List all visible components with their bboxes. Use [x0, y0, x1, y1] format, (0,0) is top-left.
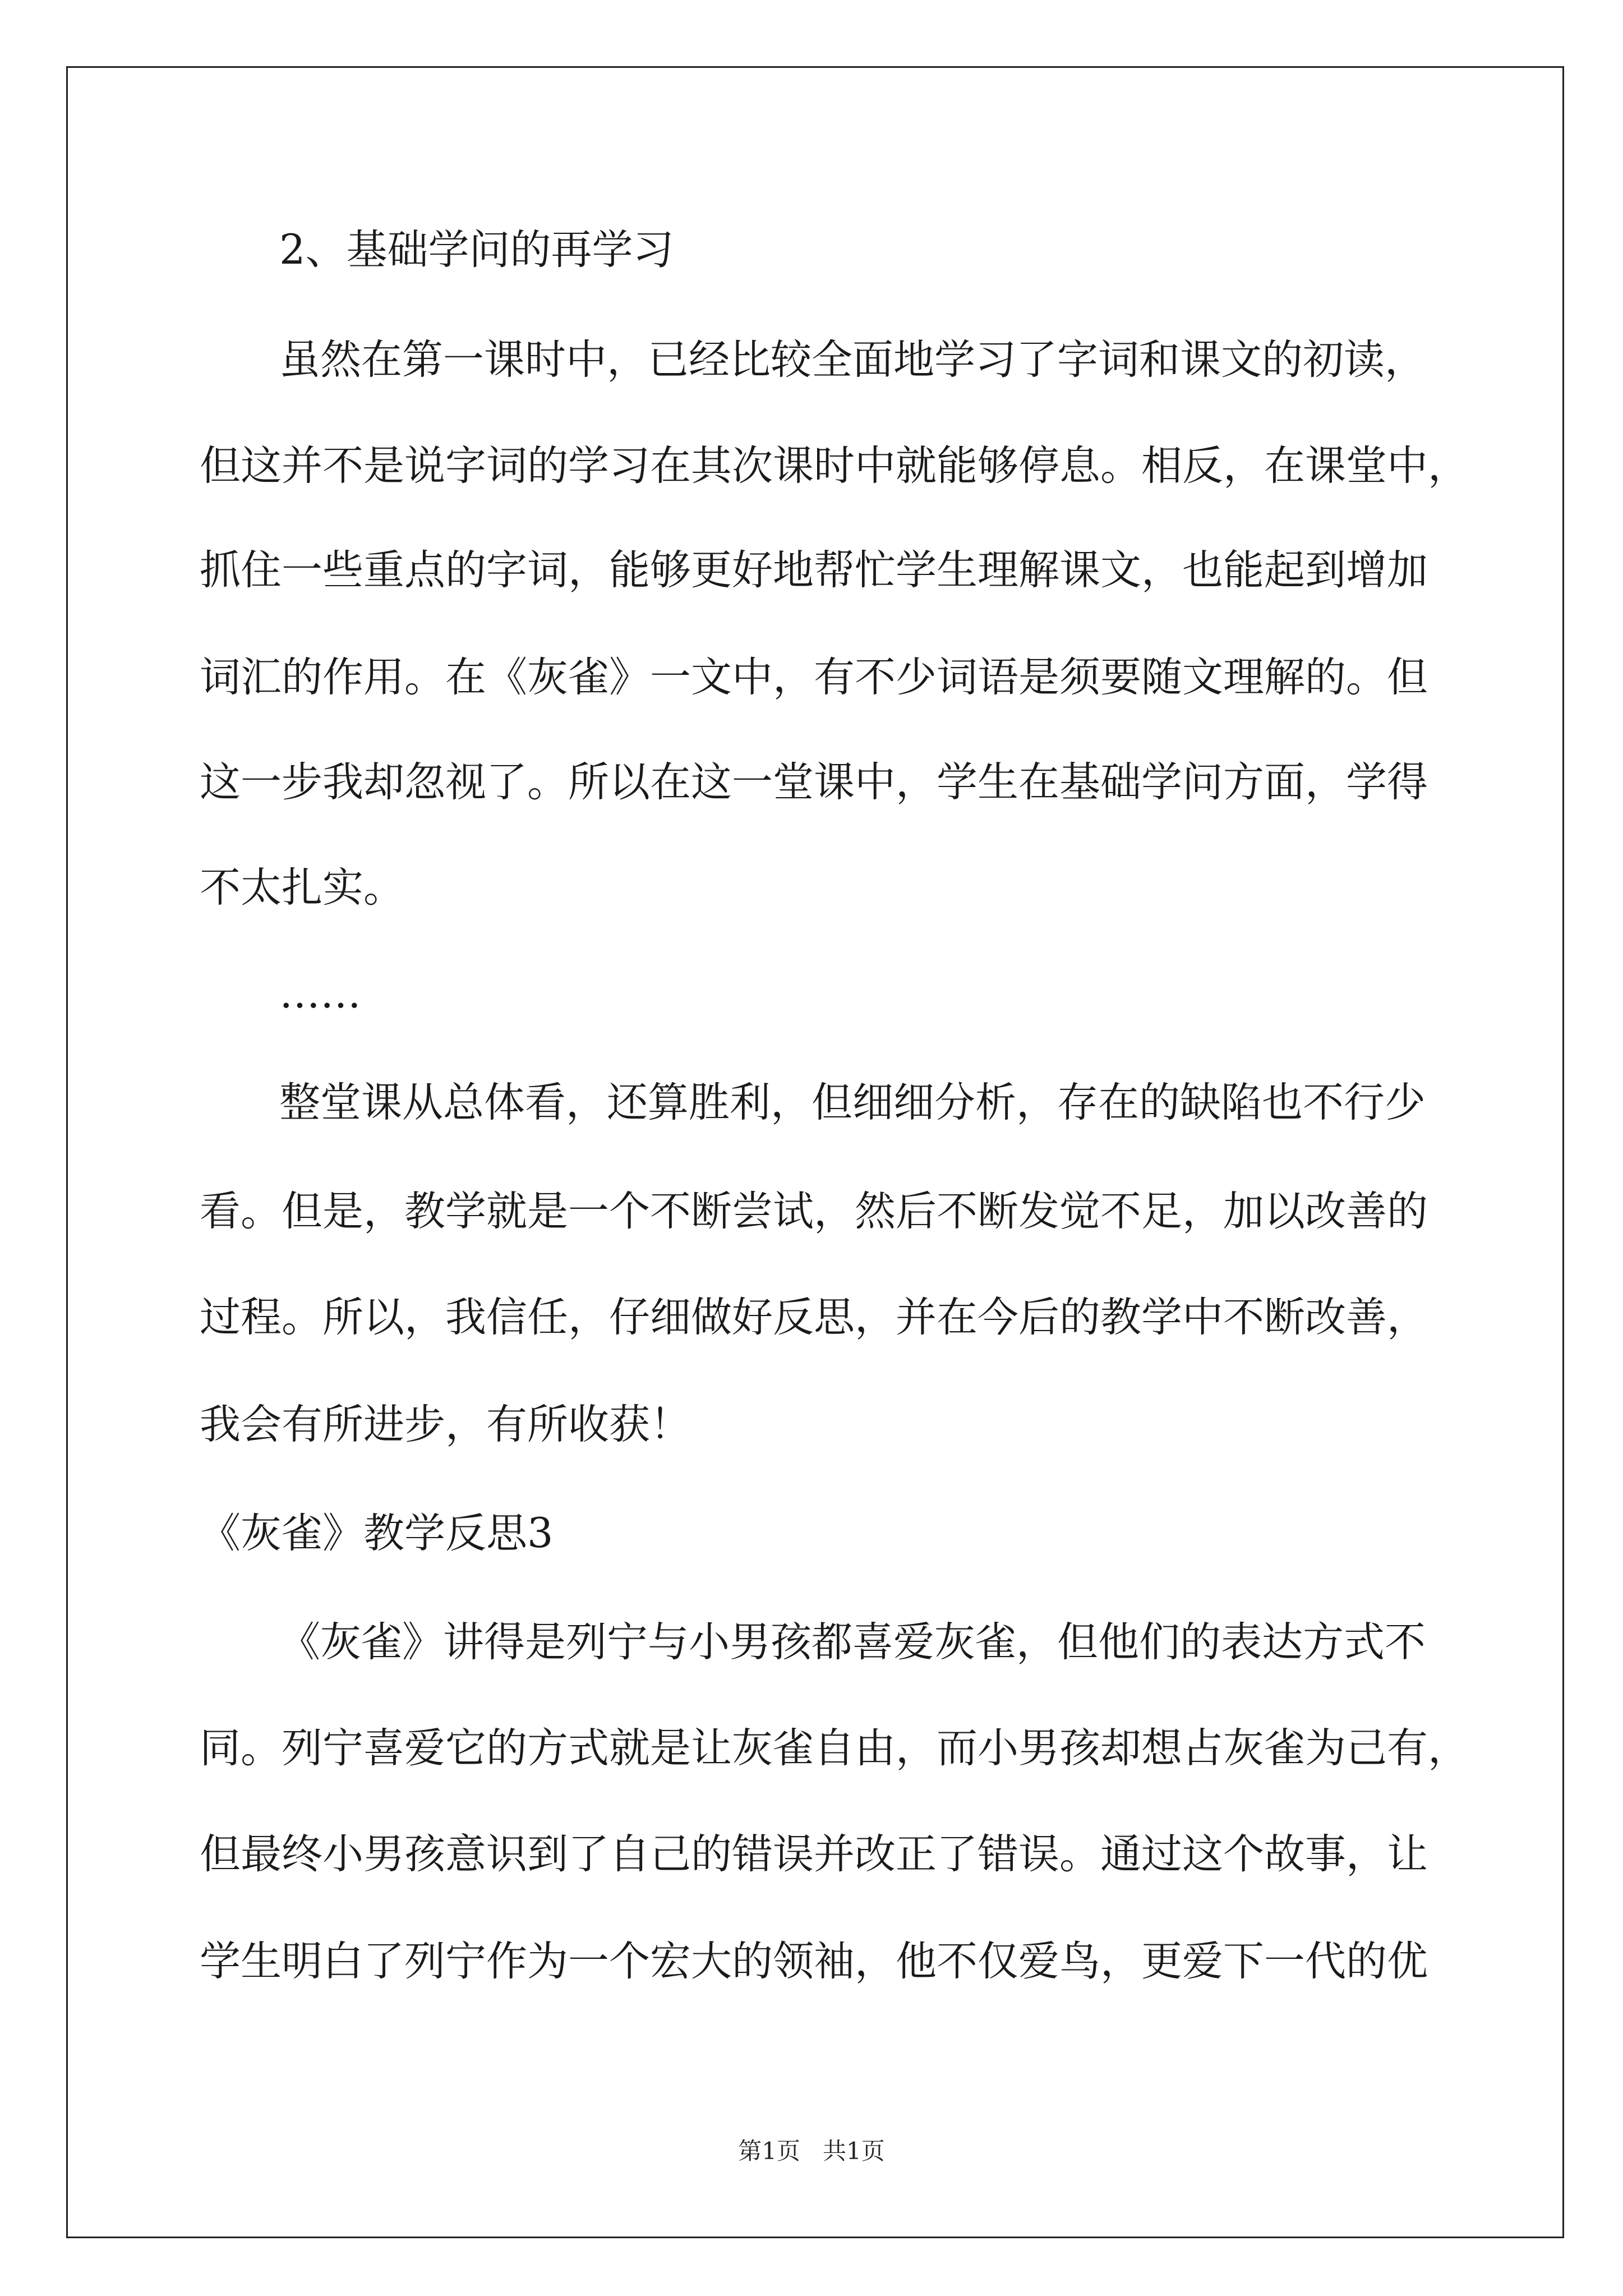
paragraph-line: 但最终小男孩意识到了自己的错误并改正了错误。通过这个故事，让 [200, 1830, 1428, 1878]
paragraph-line: 但这并不是说字词的学习在其次课时中就能够停息。相反，在课堂中， [200, 442, 1469, 490]
paragraph-line: 我会有所进步，有所收获！ [200, 1401, 691, 1448]
page-border [66, 66, 1564, 2238]
paragraph-line: 虽然在第一课时中，已经比较全面地学习了字词和课文的初读， [279, 336, 1426, 384]
paragraph-line: 整堂课从总体看，还算胜利，但细细分析，存在的缺陷也不行少 [279, 1079, 1426, 1126]
paragraph-line: 抓住一些重点的字词，能够更好地帮忙学生理解课文，也能起到增加 [200, 546, 1428, 594]
ellipsis-line: …… [279, 970, 361, 1018]
paragraph-line: 不太扎实。 [200, 864, 404, 912]
paragraph-line: 过程。所以，我信任，仔细做好反思，并在今后的教学中不断改善， [200, 1294, 1428, 1341]
paragraph-line: 词汇的作用。在《灰雀》一文中，有不少词语是须要随文理解的。但 [200, 654, 1428, 701]
page-footer [0, 2134, 1623, 2168]
page-number-current: 第1页 [738, 2137, 800, 2165]
paragraph-line: 学生明白了列宁作为一个宏大的领袖，他不仅爱鸟，更爱下一代的优 [200, 1938, 1428, 1985]
paragraph-line: 同。列宁喜爱它的方式就是让灰雀自由，而小男孩却想占灰雀为己有， [200, 1724, 1469, 1772]
paragraph-line: 这一步我却忽视了。所以在这一堂课中，学生在基础学问方面，学得 [200, 758, 1428, 806]
paragraph-line: 《灰雀》讲得是列宁与小男孩都喜爱灰雀，但他们的表达方式不 [279, 1618, 1426, 1666]
section-heading: 2、基础学问的再学习 [279, 226, 674, 274]
document-title: 《灰雀》教学反思3 [200, 1510, 554, 1557]
page-number-total: 共1页 [823, 2137, 885, 2165]
paragraph-line: 看。但是，教学就是一个不断尝试，然后不断发觉不足，加以改善的 [200, 1188, 1428, 1235]
